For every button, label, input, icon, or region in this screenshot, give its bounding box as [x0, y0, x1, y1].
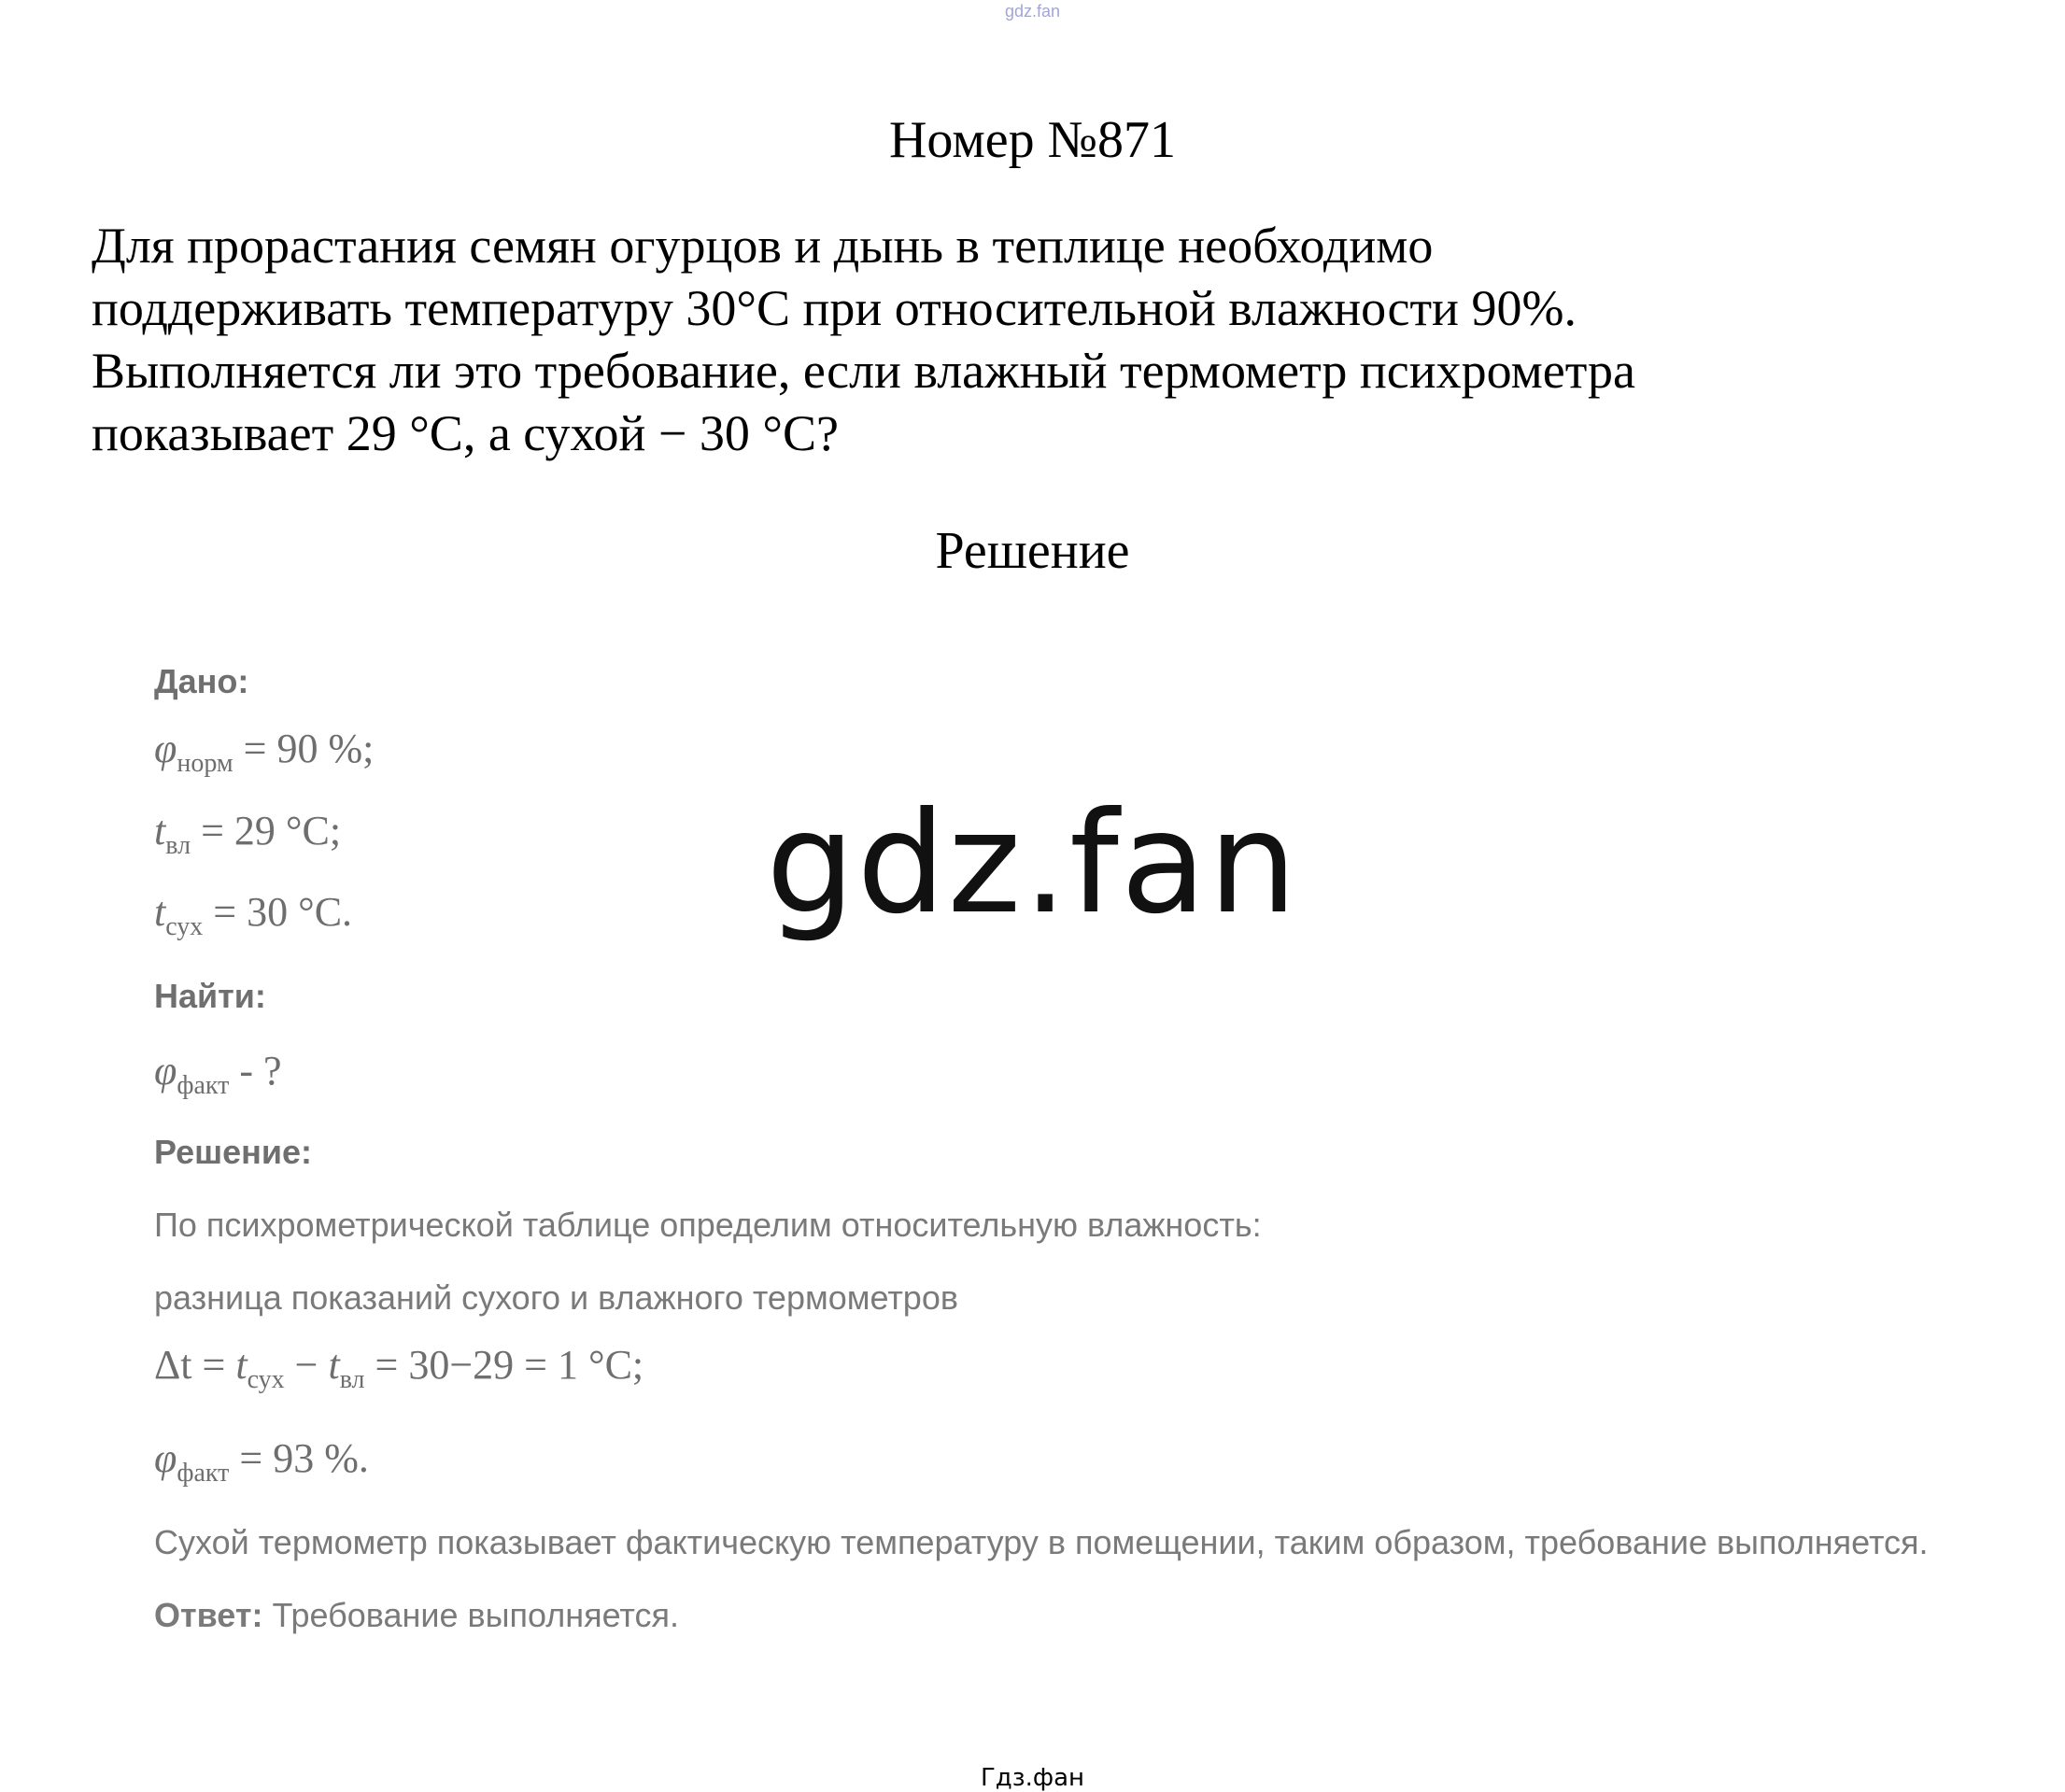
page-title: Номер №871: [888, 111, 1177, 169]
given-phi-norm: [154, 728, 2041, 784]
t-dry-value: = 30 °C.: [203, 889, 353, 935]
answer-line: [154, 1595, 2041, 1636]
delta-sub-dry: сух: [247, 1365, 285, 1394]
problem-line-1: Для прорастания семян огурцов и дынь в теплице необходимо: [92, 218, 1434, 274]
given-label: Дано:: [154, 662, 249, 700]
phi-norm-sub: норм: [177, 749, 233, 778]
delta-lhs: Δt =: [154, 1342, 236, 1388]
t-symbol: t: [235, 1342, 248, 1388]
footer-mark: Гдз.фан: [980, 1764, 1085, 1792]
problem-line-2: поддерживать температуру 30°C при относительной влажности 90%.: [92, 280, 1577, 336]
answer-label: Ответ:: [154, 1596, 263, 1634]
phi-symbol: φ: [154, 1435, 177, 1481]
t-symbol: t: [154, 889, 166, 935]
phi-fact-result: [154, 1435, 2041, 1494]
delta-formula: [154, 1342, 2041, 1401]
find-label: Найти:: [154, 977, 266, 1015]
problem-statement: [92, 215, 1978, 465]
problem-line-3: Выполняется ли это требование, если влажный термометр психрометра: [92, 343, 1635, 399]
answer-text: Требование выполняется.: [262, 1596, 679, 1634]
watermark: gdz.fan: [766, 783, 1299, 945]
phi-fact-result-value: = 93 %.: [229, 1435, 369, 1481]
t-symbol: t: [328, 1342, 340, 1388]
phi-norm-value: = 90 %;: [233, 726, 375, 771]
phi-fact-question: - ?: [229, 1048, 282, 1094]
solution-text-2: разница показаний сухого и влажного термометров: [154, 1278, 958, 1317]
delta-minus: −: [284, 1342, 329, 1388]
find-phi-fact: [154, 1048, 2041, 1107]
solution-text-1: По психрометрической таблице определим относительную влажность:: [154, 1206, 1262, 1244]
solution-label: Решение:: [154, 1133, 313, 1171]
delta-sub-wet: вл: [339, 1365, 365, 1394]
phi-symbol: φ: [154, 726, 177, 771]
site-mark: gdz.fan: [1004, 2, 1061, 21]
conclusion-text: Сухой термометр показывает фактическую температуру в помещении, таким образом, требование выполняется.: [154, 1523, 1929, 1561]
t-wet-value: = 29 °C;: [191, 808, 342, 854]
delta-result: = 30−29 = 1 °C;: [364, 1342, 644, 1388]
t-symbol: t: [154, 808, 166, 854]
t-wet-sub: вл: [165, 831, 191, 860]
solution-heading: Решение: [935, 522, 1130, 580]
problem-line-4: показывает 29 °C, а сухой − 30 °C?: [92, 405, 839, 461]
t-dry-sub: сух: [165, 912, 204, 941]
phi-fact-sub: факт: [177, 1071, 230, 1100]
phi-fact-result-sub: факт: [177, 1459, 230, 1488]
phi-symbol: φ: [154, 1048, 177, 1094]
